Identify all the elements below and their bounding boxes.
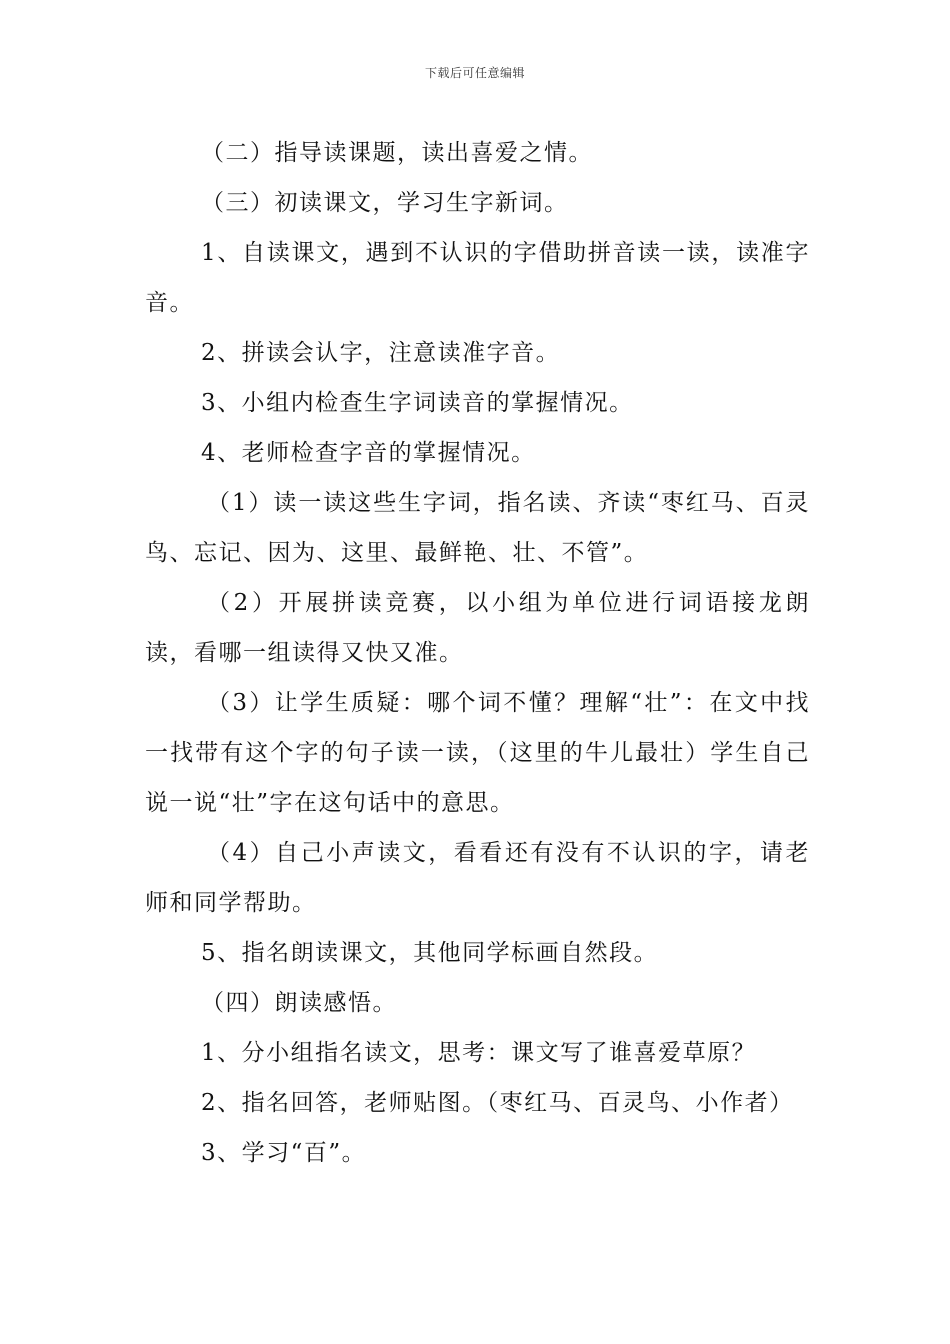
sub-step-paragraph: （4）自己小声读文，看看还有没有不认识的字，请老师和同学帮助。 [145, 840, 810, 916]
step-paragraph: 4、老师检查字音的掌握情况。 [201, 440, 536, 466]
step-paragraph: 5、指名朗读课文，其他同学标画自然段。 [201, 940, 659, 966]
page-header-note: 下载后可任意编辑 [424, 66, 525, 80]
sub-step-paragraph: （1）读一读这些生字词，指名读、齐读“枣红马、百灵鸟、忘记、因为、这里、最鲜艳、壮、不管”。 [145, 490, 810, 566]
section-heading-3: （三）初读课文，学习生字新词。 [201, 190, 569, 216]
step-paragraph: 1、自读课文，遇到不认识的字借助拼音读一读，读准字音。 [145, 240, 810, 316]
section-heading-2: （二）指导读课题，读出喜爱之情。 [201, 140, 593, 166]
sub-step-paragraph: （3）让学生质疑：哪个词不懂？理解“壮”：在文中找一找带有这个字的句子读一读，（这里的牛儿最壮）学生自己说一说“壮”字在这句话中的意思。 [145, 690, 810, 816]
document-body [145, 128, 810, 1178]
step-paragraph: 1、分小组指名读文，思考：课文写了谁喜爱草原？ [201, 1040, 757, 1066]
step-paragraph: 2、指名回答，老师贴图。（枣红马、百灵鸟、小作者） [201, 1090, 794, 1116]
sub-step-paragraph: （2）开展拼读竞赛，以小组为单位进行词语接龙朗读，看哪一组读得又快又准。 [145, 590, 810, 666]
step-paragraph: 3、学习“百”。 [201, 1140, 367, 1166]
section-heading-4: （四）朗读感悟。 [201, 990, 397, 1016]
step-paragraph: 2、拼读会认字，注意读准字音。 [201, 340, 561, 366]
step-paragraph: 3、小组内检查生字词读音的掌握情况。 [201, 390, 634, 416]
